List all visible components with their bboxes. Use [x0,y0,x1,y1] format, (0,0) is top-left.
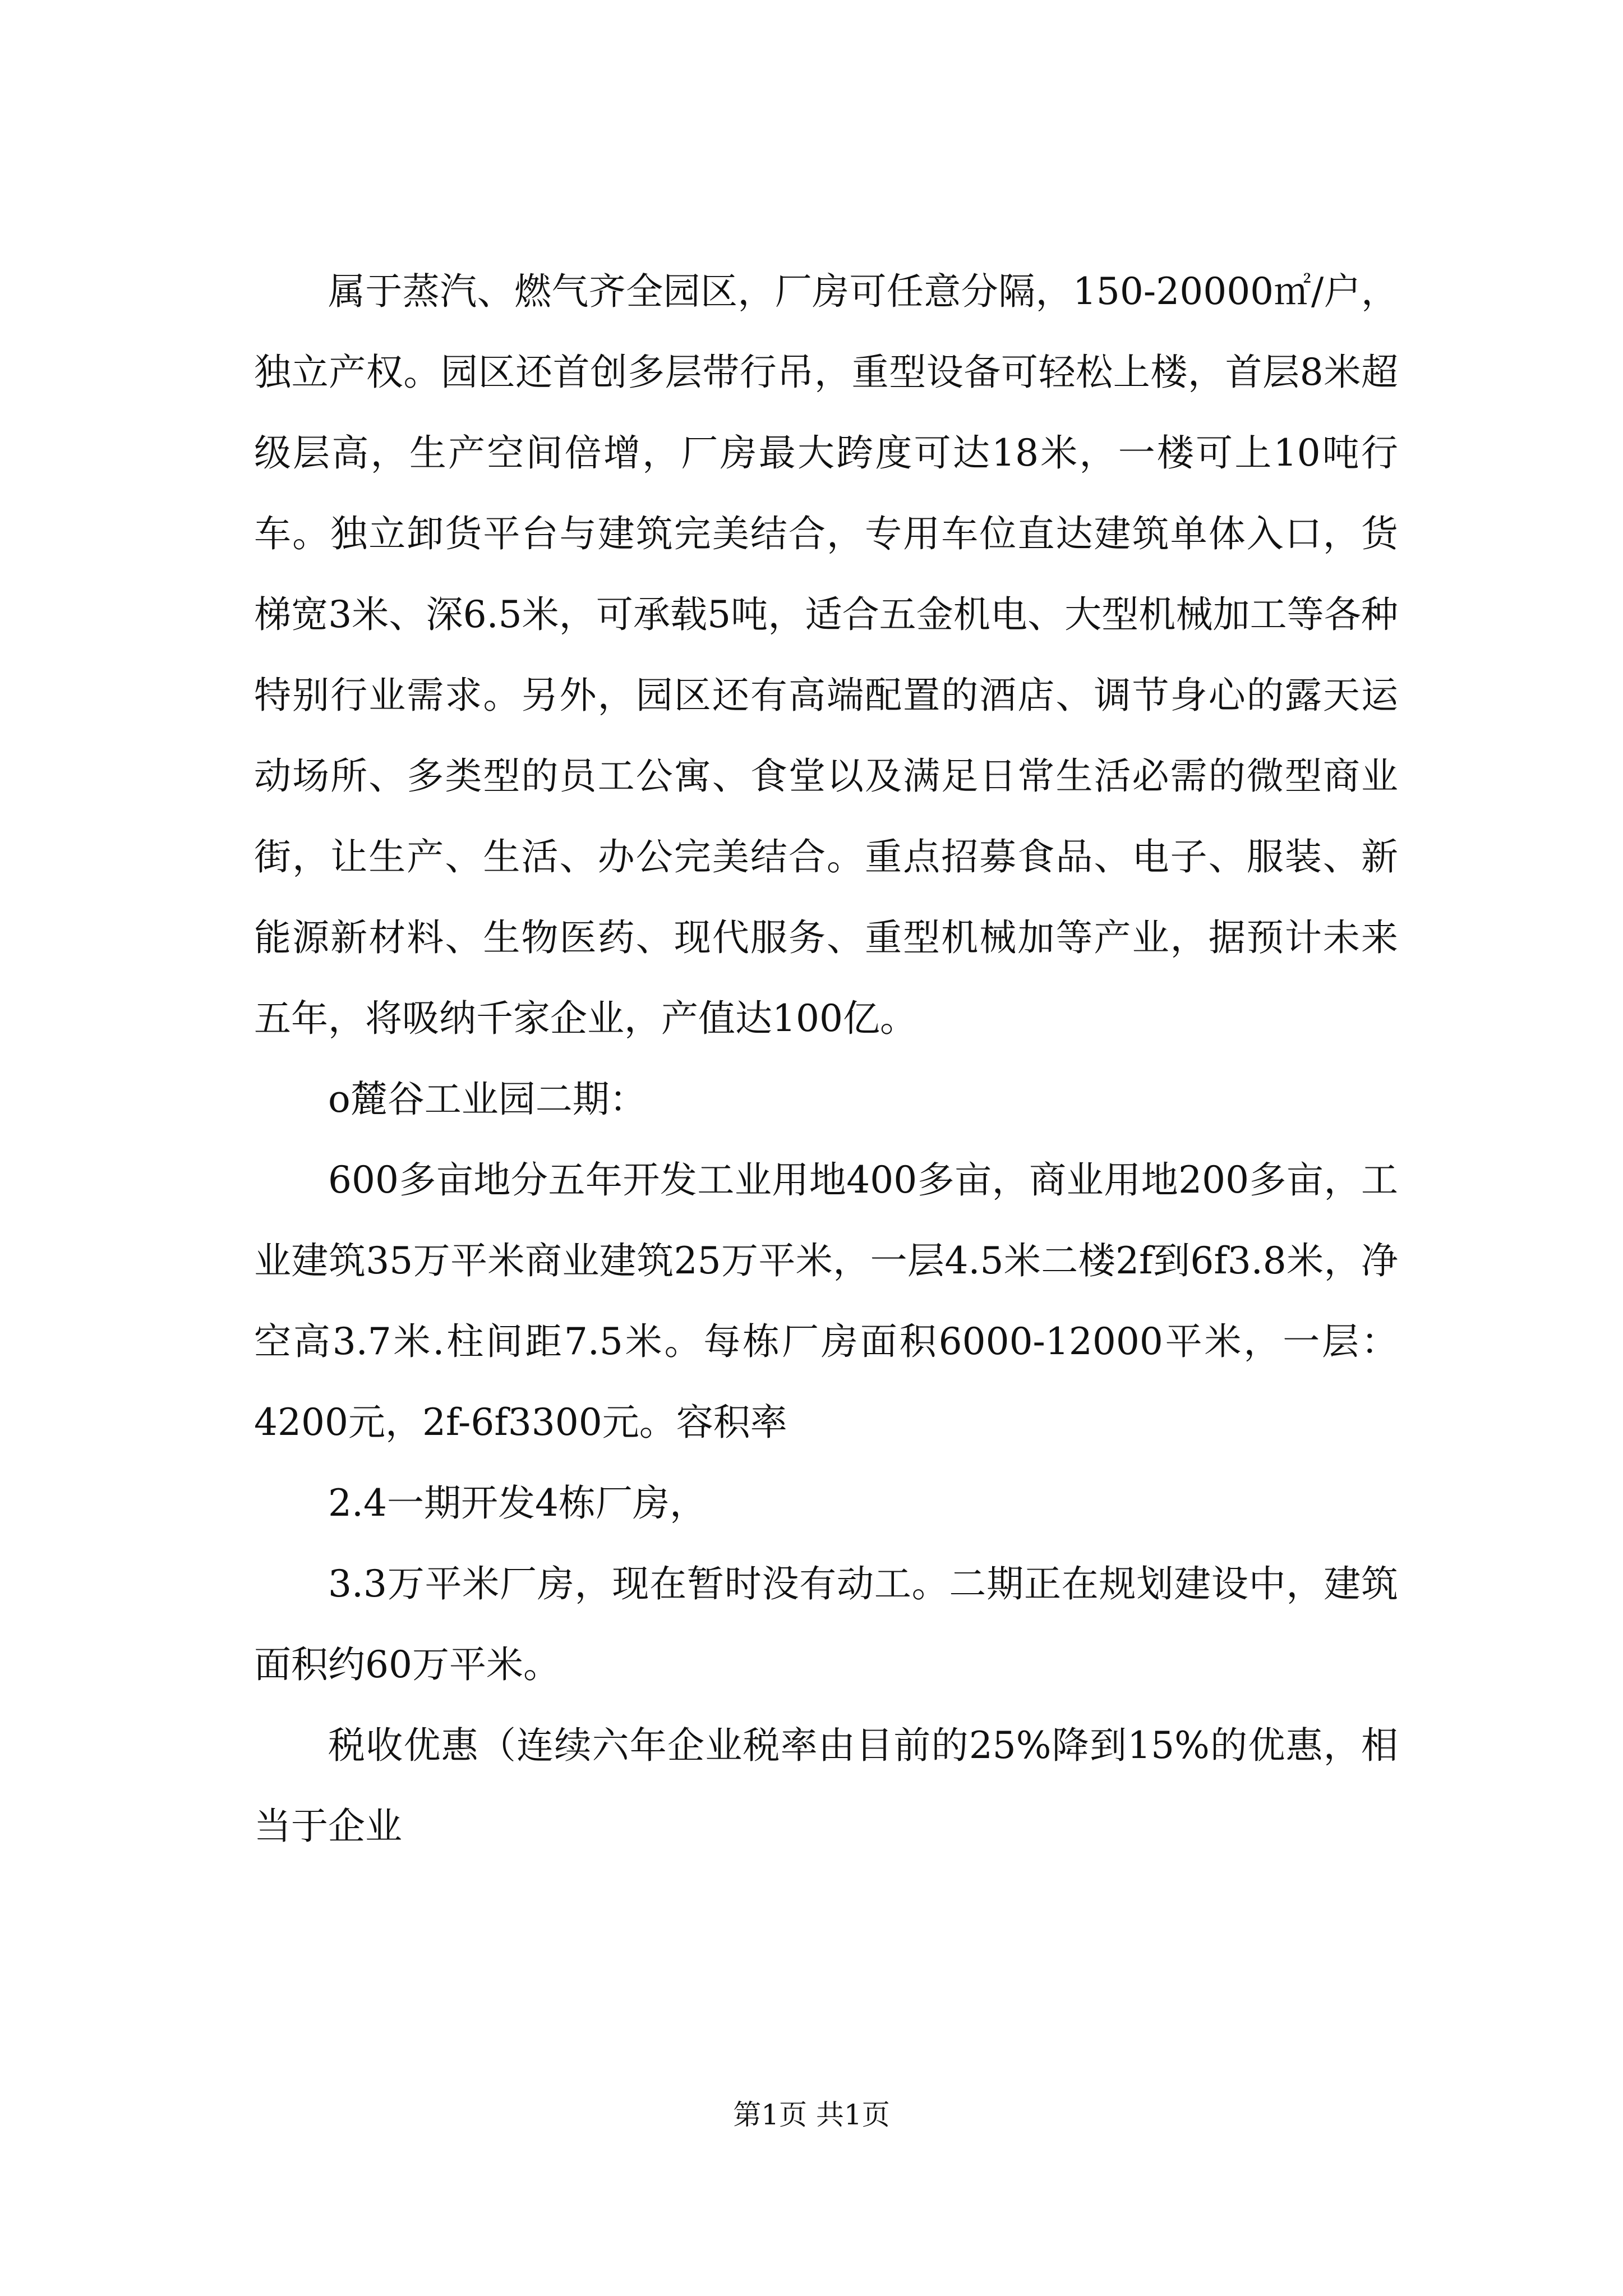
document-body [254,251,1398,1867]
paragraph-phase-two-details: 600多亩地分五年开发工业用地400多亩，商业用地200多亩，工业建筑35万平米商业建筑25万平米，一层4.5米二楼2f到6f3.8米，净空高3.7米.柱间距7.5米。每栋厂房面积6000-12000平米，一层：4200元，2f-6f3300元。容积率 [254,1158,1398,1444]
paragraph-phase-two-heading: o麓谷工业园二期： [328,1078,647,1121]
page-footer: 第1页 共1页 [733,2099,890,2131]
paragraph-phase-one: 2.4一期开发4栋厂房， [328,1481,707,1525]
paragraph-factory-area: 3.3万平米厂房，现在暂时没有动工。二期正在规划建设中，建筑面积约60万平米。 [254,1562,1398,1686]
paragraph-tax-incentive: 税收优惠（连续六年企业税率由目前的25%降到15%的优惠，相当于企业 [254,1724,1398,1848]
paragraph-park-features: 属于蒸汽、燃气齐全园区，厂房可任意分隔，150-20000㎡/户，独立产权。园区还首创多层带行吊，重型设备可轻松上楼，首层8米超级层高，生产空间倍增，厂房最大跨度可达18米，一楼可上10吨行车。独立卸货平台与建筑完美结合，专用车位直达建筑单体入口，货梯宽3米、深6.5米，可承载5吨，适合五金机电、大型机械加工等各种特别行业需求。另外，园区还有高端配置的酒店、调节身心的露天运动场所、多类型的员工公寓、食堂以及满足日常生活必需的微型商业街，让生产、生活、办公完美结合。重点招募食品、电子、服装、新能源新材料、生物医药、现代服务、重型机械加等产业，据预计未来五年，将吸纳千家企业，产值达100亿。 [254,270,1398,1040]
